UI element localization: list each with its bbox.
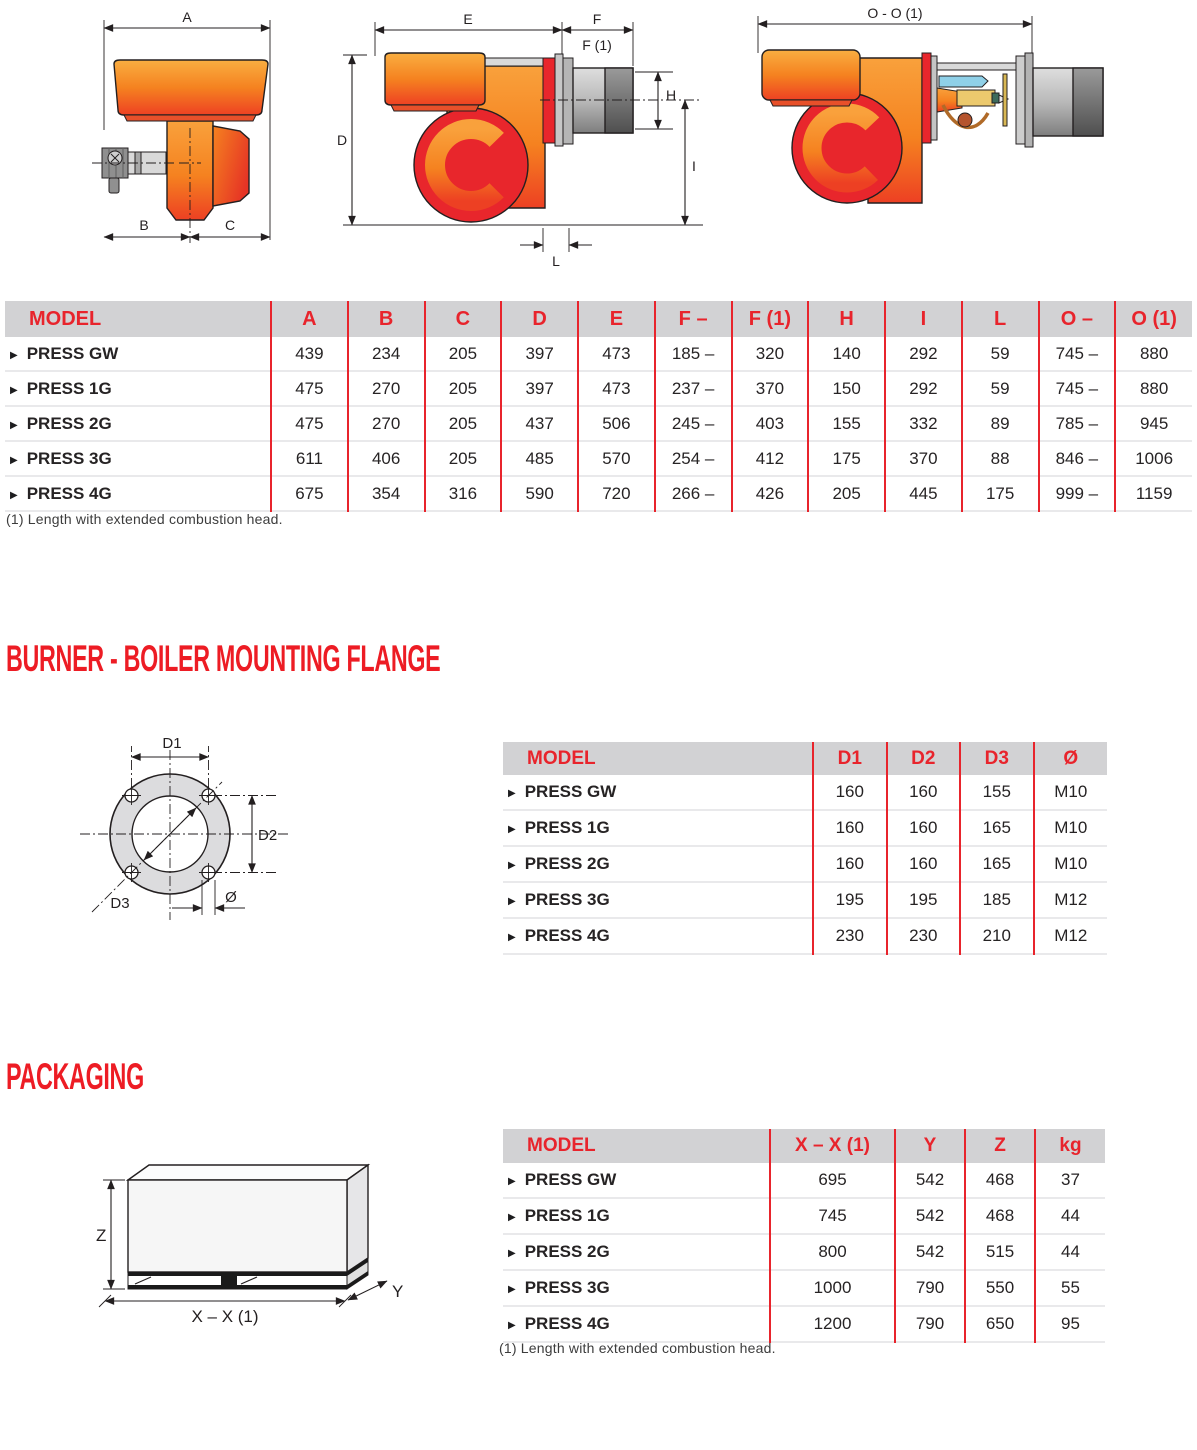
column-header: MODEL [5, 301, 271, 337]
column-header: I [885, 301, 962, 337]
value-cell: 745 – [1039, 337, 1116, 371]
triangle-bullet-icon: ▶ [10, 384, 18, 396]
flange-section-heading: BURNER - BOILER MOUNTING FLANGE [6, 638, 441, 679]
value-cell: 515 [965, 1234, 1035, 1270]
model-name: PRESS 2G [26, 413, 112, 433]
value-cell: M12 [1034, 882, 1108, 918]
dim-label-z: Z [96, 1226, 107, 1245]
triangle-bullet-icon: ▶ [508, 896, 516, 907]
value-cell: 945 [1115, 406, 1192, 441]
value-cell: 412 [732, 441, 809, 476]
value-cell: 468 [965, 1163, 1035, 1198]
value-cell: 185 [960, 882, 1034, 918]
table-row [5, 337, 1192, 371]
footnote: (1) Length with extended combustion head. [6, 511, 283, 527]
model-cell [503, 810, 813, 846]
value-cell: 785 – [1039, 406, 1116, 441]
value-cell: 195 [813, 882, 887, 918]
dim-label-d1: D1 [162, 735, 182, 752]
value-cell: 846 – [1039, 441, 1116, 476]
column-header: D1 [813, 742, 887, 775]
dim-label-f1: F (1) [582, 37, 612, 53]
column-header: Z [965, 1129, 1035, 1163]
value-cell: 89 [962, 406, 1039, 441]
column-header: MODEL [503, 1129, 770, 1163]
value-cell: 745 – [1039, 371, 1116, 406]
value-cell: 790 [895, 1306, 965, 1342]
column-header: E [578, 301, 655, 337]
model-cell [503, 1163, 770, 1198]
triangle-bullet-icon: ▶ [508, 788, 516, 799]
dim-f [562, 11, 633, 53]
table-row [503, 1270, 1105, 1306]
dim-label-c: C [224, 217, 236, 233]
dim-i [685, 100, 696, 225]
table-row [503, 1306, 1105, 1342]
dim-e [375, 11, 562, 30]
value-cell: 230 [887, 918, 961, 954]
column-header: H [808, 301, 885, 337]
model-cell [503, 882, 813, 918]
dim-label-l: L [552, 253, 560, 269]
value-cell: 426 [732, 476, 809, 511]
dim-label-y: Y [392, 1282, 404, 1301]
combustion-head-internals [937, 74, 1008, 127]
value-cell: 506 [578, 406, 655, 441]
value-cell: 140 [808, 337, 885, 371]
value-cell: M10 [1034, 775, 1108, 810]
value-cell: 542 [895, 1234, 965, 1270]
table-row [5, 441, 1192, 476]
value-cell: 542 [895, 1198, 965, 1234]
value-cell: 590 [501, 476, 578, 511]
packaging-box [128, 1165, 368, 1272]
value-cell: 185 – [655, 337, 732, 371]
packaging-table [503, 1129, 1105, 1343]
table-row [5, 406, 1192, 441]
value-cell: 59 [962, 371, 1039, 406]
value-cell: 160 [887, 775, 961, 810]
value-cell: 397 [501, 371, 578, 406]
model-name: PRESS 4G [26, 483, 112, 503]
model-name: PRESS 4G [524, 1314, 610, 1333]
value-cell: 316 [425, 476, 502, 511]
dim-label-f: F [592, 11, 602, 27]
dimensions-table [5, 301, 1192, 512]
value-cell: 485 [501, 441, 578, 476]
value-cell: 44 [1035, 1198, 1105, 1234]
table-row [503, 1163, 1105, 1198]
value-cell: 155 [960, 775, 1034, 810]
value-cell: 160 [813, 846, 887, 882]
value-cell: 542 [895, 1163, 965, 1198]
value-cell: 160 [813, 810, 887, 846]
burner-body [762, 50, 1018, 203]
value-cell: 44 [1035, 1234, 1105, 1270]
model-name: PRESS 3G [524, 1278, 610, 1297]
value-cell: 205 [425, 441, 502, 476]
value-cell: 210 [960, 918, 1034, 954]
model-name: PRESS 2G [524, 1242, 610, 1261]
value-cell: 397 [501, 337, 578, 371]
table-header-row [503, 742, 1107, 775]
extended-head-diagram [750, 8, 1145, 238]
model-cell [503, 1234, 770, 1270]
column-header: O (1) [1115, 301, 1192, 337]
value-cell: 695 [770, 1163, 895, 1198]
table-row [5, 476, 1192, 511]
value-cell: 160 [887, 810, 961, 846]
value-cell: 406 [348, 441, 425, 476]
value-cell: 270 [348, 406, 425, 441]
value-cell: 95 [1035, 1306, 1105, 1342]
dim-label-a: A [182, 9, 192, 25]
triangle-bullet-icon: ▶ [508, 824, 516, 835]
triangle-bullet-icon: ▶ [508, 1320, 516, 1331]
packaging-box-diagram [95, 1148, 415, 1333]
packaging-section-heading: PACKAGING [6, 1056, 144, 1097]
side-view-diagram [335, 8, 715, 270]
value-cell: 254 – [655, 441, 732, 476]
column-header: F (1) [732, 301, 809, 337]
value-cell: 150 [808, 371, 885, 406]
value-cell: 55 [1035, 1270, 1105, 1306]
value-cell: 880 [1115, 337, 1192, 371]
value-cell: 155 [808, 406, 885, 441]
model-cell [503, 775, 813, 810]
model-cell [5, 441, 271, 476]
triangle-bullet-icon: ▶ [508, 1176, 516, 1187]
front-view-diagram [78, 8, 308, 258]
oil-pump [102, 148, 166, 193]
model-name: PRESS 3G [524, 890, 610, 909]
triangle-bullet-icon: ▶ [10, 419, 18, 431]
value-cell: M10 [1034, 846, 1108, 882]
model-cell [5, 406, 271, 441]
value-cell: 205 [425, 337, 502, 371]
column-header: C [425, 301, 502, 337]
dim-label-e: E [463, 11, 473, 27]
dim-label-h: H [666, 87, 677, 103]
triangle-bullet-icon: ▶ [10, 489, 18, 501]
model-name: PRESS 1G [524, 818, 610, 837]
value-cell: 354 [348, 476, 425, 511]
value-cell: 1159 [1115, 476, 1192, 511]
value-cell: 999 – [1039, 476, 1116, 511]
triangle-bullet-icon: ▶ [508, 1248, 516, 1259]
model-cell [5, 337, 271, 371]
model-name: PRESS 1G [524, 1206, 610, 1225]
column-header: D [501, 301, 578, 337]
table-row [503, 846, 1107, 882]
model-cell [503, 918, 813, 954]
value-cell: 165 [960, 810, 1034, 846]
value-cell: 468 [965, 1198, 1035, 1234]
blast-tube [573, 68, 633, 133]
column-header: kg [1035, 1129, 1105, 1163]
dim-l [520, 228, 592, 269]
value-cell: 1200 [770, 1306, 895, 1342]
value-cell: 88 [962, 441, 1039, 476]
value-cell: 550 [965, 1270, 1035, 1306]
burner-side-body [385, 53, 545, 222]
column-header: L [962, 301, 1039, 337]
model-cell [503, 846, 813, 882]
value-cell: 475 [271, 406, 348, 441]
value-cell: 205 [808, 476, 885, 511]
table-row [503, 810, 1107, 846]
value-cell: 1006 [1115, 441, 1192, 476]
value-cell: 1000 [770, 1270, 895, 1306]
column-header: D3 [960, 742, 1034, 775]
value-cell: 439 [271, 337, 348, 371]
value-cell: 611 [271, 441, 348, 476]
column-header: Ø [1034, 742, 1108, 775]
dim-label-d2: D2 [258, 827, 278, 844]
dim-h [635, 72, 676, 129]
model-cell [5, 371, 271, 406]
value-cell: 570 [578, 441, 655, 476]
column-header: D2 [887, 742, 961, 775]
value-cell: 175 [808, 441, 885, 476]
dim-label-i: I [692, 158, 696, 174]
value-cell: 880 [1115, 371, 1192, 406]
model-name: PRESS GW [524, 782, 617, 801]
dim-label-x-x1: X – X (1) [191, 1307, 259, 1326]
column-header: A [271, 301, 348, 337]
value-cell: 234 [348, 337, 425, 371]
triangle-bullet-icon: ▶ [10, 454, 18, 466]
dim-y [348, 1281, 403, 1301]
dim-label-b: B [139, 217, 149, 233]
model-cell [503, 1270, 770, 1306]
model-name: PRESS 4G [524, 926, 610, 945]
dim-label-d: D [337, 132, 348, 148]
triangle-bullet-icon: ▶ [508, 1284, 516, 1295]
model-name: PRESS GW [26, 343, 119, 363]
burner-front-body [114, 60, 268, 220]
model-name: PRESS 1G [26, 378, 112, 398]
value-cell: 745 [770, 1198, 895, 1234]
value-cell: 437 [501, 406, 578, 441]
value-cell: 790 [895, 1270, 965, 1306]
dim-label-o-o1: O - O (1) [867, 8, 923, 21]
value-cell: 320 [732, 337, 809, 371]
column-header: Y [895, 1129, 965, 1163]
value-cell: 370 [732, 371, 809, 406]
triangle-bullet-icon: ▶ [10, 349, 18, 361]
value-cell: 445 [885, 476, 962, 511]
value-cell: M10 [1034, 810, 1108, 846]
table-row [5, 371, 1192, 406]
model-cell [503, 1198, 770, 1234]
value-cell: 175 [962, 476, 1039, 511]
column-header: MODEL [503, 742, 813, 775]
value-cell: 160 [813, 775, 887, 810]
value-cell: 473 [578, 371, 655, 406]
model-cell [5, 476, 271, 511]
model-name: PRESS 3G [26, 448, 112, 468]
value-cell: 160 [887, 846, 961, 882]
value-cell: 230 [813, 918, 887, 954]
value-cell: 473 [578, 337, 655, 371]
mounting-flange-diagram [60, 710, 380, 950]
value-cell: 292 [885, 371, 962, 406]
value-cell: 270 [348, 371, 425, 406]
value-cell: 675 [271, 476, 348, 511]
table-header-row [503, 1129, 1105, 1163]
dim-label-d3: D3 [110, 895, 130, 912]
value-cell: 165 [960, 846, 1034, 882]
value-cell: 59 [962, 337, 1039, 371]
value-cell: 800 [770, 1234, 895, 1270]
triangle-bullet-icon: ▶ [508, 860, 516, 871]
value-cell: 245 – [655, 406, 732, 441]
column-header: B [348, 301, 425, 337]
table-row [503, 1234, 1105, 1270]
triangle-bullet-icon: ▶ [508, 1212, 516, 1223]
value-cell: 266 – [655, 476, 732, 511]
blast-tube [1033, 68, 1103, 136]
value-cell: 37 [1035, 1163, 1105, 1198]
column-header: F – [655, 301, 732, 337]
value-cell: 195 [887, 882, 961, 918]
value-cell: 332 [885, 406, 962, 441]
dim-d [337, 55, 367, 225]
dim-x [99, 1295, 351, 1326]
table-header-row [5, 301, 1192, 337]
table-row [503, 918, 1107, 954]
value-cell: 720 [578, 476, 655, 511]
model-name: PRESS 2G [524, 854, 610, 873]
footnote: (1) Length with extended combustion head. [499, 1340, 776, 1356]
value-cell: 650 [965, 1306, 1035, 1342]
table-row [503, 882, 1107, 918]
value-cell: M12 [1034, 918, 1108, 954]
table-row [503, 1198, 1105, 1234]
value-cell: 205 [425, 406, 502, 441]
value-cell: 205 [425, 371, 502, 406]
value-cell: 237 – [655, 371, 732, 406]
triangle-bullet-icon: ▶ [508, 932, 516, 943]
table-row [503, 775, 1107, 810]
column-header: O – [1039, 301, 1116, 337]
value-cell: 292 [885, 337, 962, 371]
dim-label-diameter: Ø [225, 889, 237, 906]
value-cell: 403 [732, 406, 809, 441]
value-cell: 475 [271, 371, 348, 406]
model-cell [503, 1306, 770, 1342]
head-flange [1016, 53, 1033, 147]
flange-table [503, 742, 1107, 955]
value-cell: 370 [885, 441, 962, 476]
column-header: X – X (1) [770, 1129, 895, 1163]
dim-z [96, 1180, 125, 1289]
model-name: PRESS GW [524, 1170, 617, 1189]
